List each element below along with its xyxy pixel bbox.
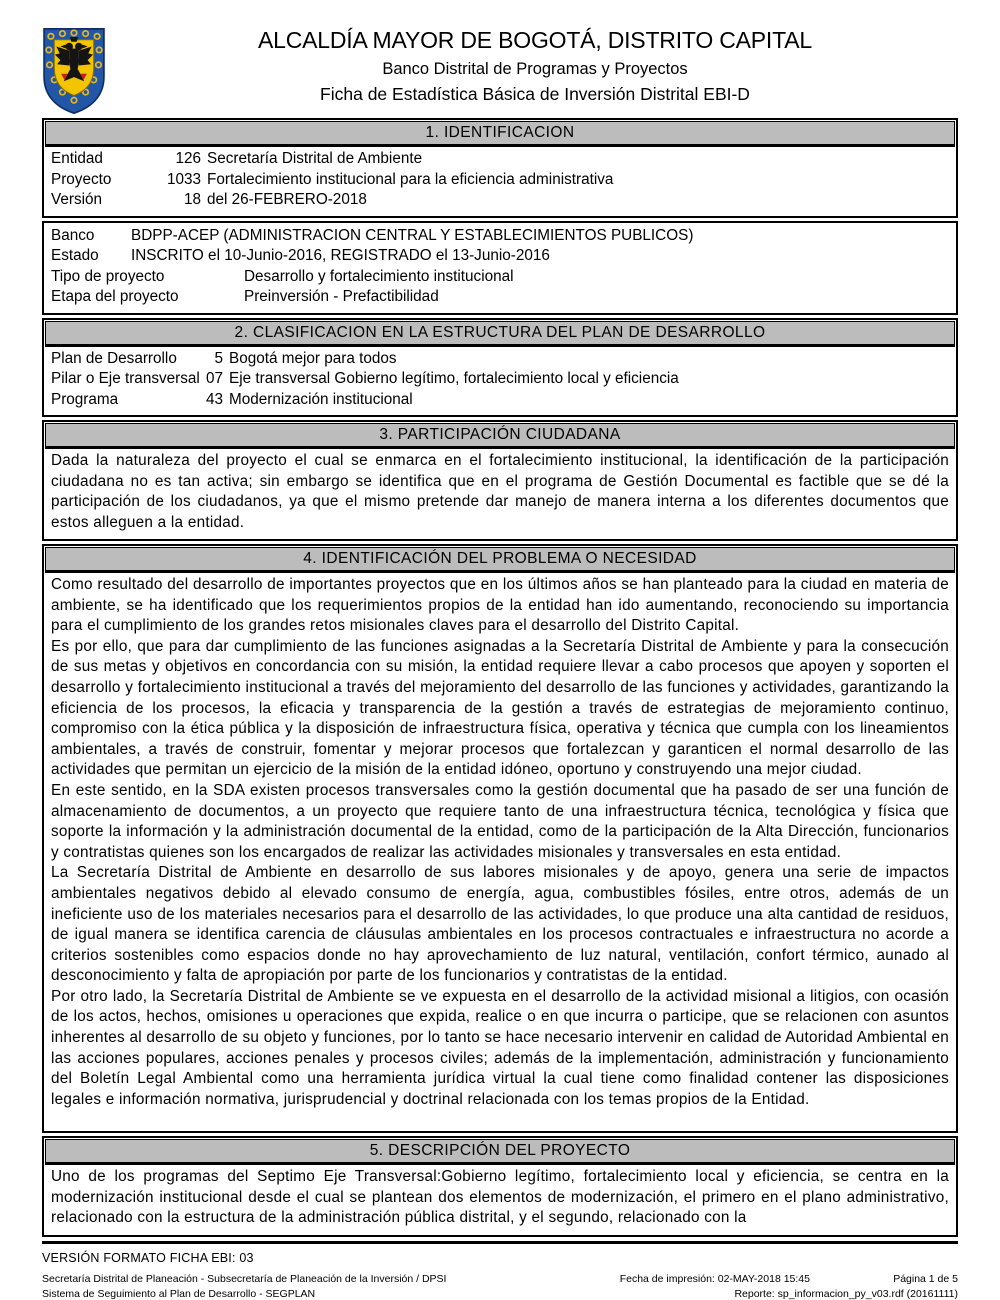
section-1-title: 1. IDENTIFICACION bbox=[45, 121, 955, 147]
paragraph: Es por ello, que para dar cumplimiento de las funciones asignadas a la Secretaría Distrital de Ambiente y para la consecución de sus metas y objetivos en concordancia con su misión, la entidad requiere llevar a cabo procesos que apoyen y soporten el desarrollo y fortalecimiento institucional a través del mejoramiento del desarrollo de las funciones y actividades, garantizando la eficiencia de los procesos, la eficacia y transparencia de la gestión a través de estrategias de mejoramiento continuo, compromiso con la ética pública y la disposición de infraestructura física, operativa y técnica que cumpla con los lineamientos ambientales, a través de construir, fomentar y mejorar procesos que fortalezcan y garanticen el normal desarrollo de las actividades que permitan un ejercicio de la misión de la entidad idóneo, oportuno y construyendo una mejor ciudad. bbox=[51, 637, 949, 779]
section-2-title: 2. CLASIFICACION EN LA ESTRUCTURA DEL PLAN DE DESARROLLO bbox=[45, 321, 955, 347]
document-subtitle-2: Ficha de Estadística Básica de Inversión Distrital EBI-D bbox=[320, 84, 750, 104]
row-value: Desarrollo y fortalecimiento institucional bbox=[244, 267, 514, 285]
footer-org-line-2: Sistema de Seguimiento al Plan de Desarrollo - SEGPLAN bbox=[42, 1288, 316, 1300]
identificacion-detalle-table bbox=[45, 224, 955, 312]
row-value: Bogotá mejor para todos bbox=[229, 349, 397, 367]
row-label: Banco bbox=[51, 226, 95, 244]
row-code: 18 bbox=[183, 191, 201, 208]
table-row bbox=[51, 170, 949, 191]
table-row bbox=[51, 267, 949, 288]
paragraph: Uno de los programas del Septimo Eje Transversal:Gobierno legítimo, fortalecimiento local y eficiencia, se centra en la modernización institucional desde el cual se plantean dos elementos de modernización, el primero en el plano administrativo, relacionado con la estructura de la administración pública distrital, y el segundo, relacionado con la bbox=[51, 1168, 949, 1227]
footer-row-2 bbox=[42, 1288, 958, 1300]
document-title: ALCALDÍA MAYOR DE BOGOTÁ, DISTRITO CAPITAL bbox=[258, 27, 812, 53]
participacion-text bbox=[45, 449, 955, 538]
descripcion-text bbox=[45, 1165, 955, 1234]
table-row bbox=[51, 390, 949, 411]
footer-report-name: Reporte: sp_informacion_py_v03.rdf (20161111) bbox=[734, 1288, 958, 1300]
row-code: 1033 bbox=[166, 170, 201, 188]
section-descripcion bbox=[42, 1136, 958, 1237]
paragraph: Por otro lado, la Secretaría Distrital de Ambiente se ve expuesta en el desarrollo de la actividad misional a litigios, con ocasión de los actos, hechos, omisiones u operaciones que expida, realice o en que incurra o participe, que se relacionen con asuntos inherentes al desarrollo de su objeto y funciones, por lo tanto se hace necesario intervenir en calidad de Autoridad Ambiental en las acciones populares, acciones penales y procesos civiles; además de la implementación, administración y funcionamiento del Boletín Legal Ambiental como una herramienta jurídica virtual la cual tiene como finalidad contener las disposiciones legales e información normativa, jurisprudencial y doctrinal relacionada con los temas propios de la Entidad. bbox=[51, 987, 949, 1108]
row-value: Preinversión - Prefactibilidad bbox=[244, 288, 439, 305]
table-row bbox=[51, 226, 949, 247]
document-header bbox=[42, 0, 958, 118]
row-value: del 26-FEBRERO-2018 bbox=[207, 191, 367, 208]
document-subtitle-1: Banco Distrital de Programas y Proyectos bbox=[382, 60, 688, 78]
paragraph: La Secretaría Distrital de Ambiente en desarrollo de sus labores misionales y de apoyo, genera una serie de impactos ambientales negativos debido al elevado consumo de energía, agua, combustibles fósiles, entre otros, además de un ineficiente uso de los materiales necesarios para el desarrollo de las actividades, lo que produce una alta cantidad de residuos, de igual manera se identifica carencia de cláusulas ambientales en los procesos contractuales e infraestructura no acorde a criterios sostenibles como espacios donde no hay aprovechamiento de luz natural, ventilación, confort térmico, aunado al desconocimiento y falta de apropiación por parte de los funcionarios y contratistas de la entidad. bbox=[51, 864, 949, 985]
row-code: 5 bbox=[214, 349, 223, 367]
row-value: Fortalecimiento institucional para la eficiencia administrativa bbox=[207, 170, 614, 188]
row-value: Modernización institucional bbox=[229, 390, 413, 408]
table-row bbox=[51, 287, 949, 308]
footer-print-date: Fecha de impresión: 02-MAY-2018 15:45 bbox=[619, 1273, 810, 1285]
row-value: BDPP-ACEP (ADMINISTRACION CENTRAL Y ESTABLECIMIENTOS PUBLICOS) bbox=[131, 226, 694, 244]
bogota-coat-of-arms-logo bbox=[40, 26, 108, 116]
paragraph: Como resultado del desarrollo de importantes proyectos que en los últimos años se han planteado para la ciudad en materia de ambiente, se ha identificado que los requerimientos propios de la entidad han ido aumentando, reconociendo su importancia para el cumplimiento de los grandes retos misionales claves para el desarrollo del Distrito Capital. bbox=[51, 576, 949, 635]
table-row bbox=[51, 190, 949, 211]
row-value: INSCRITO el 10-Junio-2016, REGISTRADO el 13-Junio-2016 bbox=[131, 247, 550, 264]
row-label: Tipo de proyecto bbox=[51, 267, 165, 285]
section-5-title: 5. DESCRIPCIÓN DEL PROYECTO bbox=[45, 1139, 955, 1165]
problema-text bbox=[45, 573, 955, 1130]
section-identificacion-detalle bbox=[42, 221, 958, 315]
row-code: 07 bbox=[205, 370, 223, 387]
header-titles bbox=[112, 27, 958, 105]
row-label: Proyecto bbox=[51, 170, 112, 188]
row-value: Secretaría Distrital de Ambiente bbox=[207, 150, 423, 167]
footer-org-line-1: Secretaría Distrital de Planeación - Subsecretaría de Planeación de la Inversión / DPSI bbox=[42, 1273, 447, 1285]
identificacion-table bbox=[45, 147, 955, 215]
section-participacion bbox=[42, 420, 958, 541]
paragraph: Dada la naturaleza del proyecto el cual se enmarca en el fortalecimiento institucional, la identificación de la participación ciudadana no es tan activa; sin embargo se identifica que en el programa de Gestión Documental es factible que se dé la participación de los ciudadanos, ya que el mismo pretende dar manejo de manera interna a los diferentes documentos que estos alleguen a la entidad. bbox=[51, 452, 949, 531]
footer-page-number: Página 1 de 5 bbox=[893, 1273, 958, 1285]
footer-row-1 bbox=[42, 1273, 958, 1285]
table-row bbox=[51, 349, 949, 370]
row-code: 43 bbox=[205, 390, 223, 408]
row-value: Eje transversal Gobierno legítimo, fortalecimiento local y eficiencia bbox=[229, 370, 679, 387]
row-code: 126 bbox=[175, 150, 201, 167]
footer-version: VERSIÓN FORMATO FICHA EBI: 03 bbox=[42, 1251, 254, 1265]
paragraph: En este sentido, en la SDA existen procesos transversales como la gestión documental que ha pasado de ser una función de almacenamiento de documentos, a un proyecto que requiere tanto de una infraestructura técnica, tecnológica y física que soporte la información y la administración documental de la entidad, como de la participación de la Alta Dirección, funcionarios y contratistas quienes son los encargados de realizar las actividades misionales y transversales en esta entidad. bbox=[51, 781, 949, 861]
table-row bbox=[51, 369, 949, 390]
row-label: Etapa del proyecto bbox=[51, 288, 179, 305]
row-label: Programa bbox=[51, 390, 119, 408]
section-identificacion bbox=[42, 118, 958, 218]
row-label: Entidad bbox=[51, 150, 103, 167]
row-label: Pilar o Eje transversal bbox=[51, 370, 200, 387]
section-problema bbox=[42, 544, 958, 1133]
section-clasificacion bbox=[42, 318, 958, 418]
table-row bbox=[51, 246, 949, 267]
row-label: Versión bbox=[51, 191, 103, 208]
section-4-title: 4. IDENTIFICACIÓN DEL PROBLEMA O NECESIDAD bbox=[45, 547, 955, 573]
clasificacion-table bbox=[45, 347, 955, 415]
section-3-title: 3. PARTICIPACIÓN CIUDADANA bbox=[45, 423, 955, 449]
row-label: Plan de Desarrollo bbox=[51, 349, 177, 367]
table-row bbox=[51, 149, 949, 170]
row-label: Estado bbox=[51, 247, 99, 264]
